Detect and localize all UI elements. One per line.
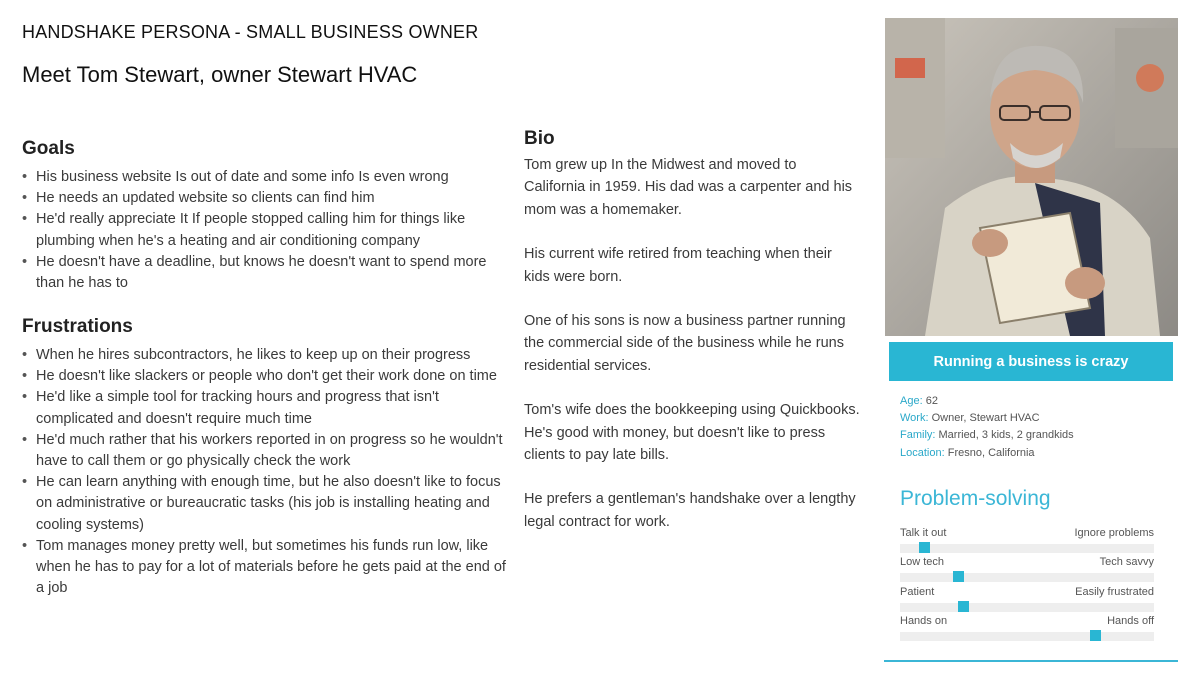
bio-paragraph: He prefers a gentleman's handshake over a lengthy legal contract for work. <box>524 491 856 530</box>
slider-marker <box>958 601 969 612</box>
frustration-item: • When he hires subcontractors, he likes to keep up on their progress <box>22 345 512 366</box>
frustrations-list <box>22 345 512 599</box>
slider-track <box>900 603 1154 612</box>
frustrations-title: Frustrations <box>22 316 133 337</box>
slider-left-label: Hands on <box>900 615 948 627</box>
trait-slider-patience <box>900 586 1154 616</box>
slider-track <box>900 632 1154 641</box>
bio-paragraph: Tom grew up In the Midwest and moved to California in 1959. His dad was a carpenter and his mom was a homemaker. <box>524 157 853 218</box>
fact-location: Location: Fresno, California <box>900 446 1035 459</box>
bio-title: Bio <box>524 128 555 149</box>
goal-item: • He needs an updated website so clients can find him <box>22 188 512 209</box>
frustration-item: • He'd like a simple tool for tracking hours and progress that isn't complicated and doesn't require much time <box>22 387 512 429</box>
frustration-item: • Tom manages money pretty well, but sometimes his funds run low, like when he has to pay for a lot of materials before he gets paid at the end of a job <box>22 536 512 600</box>
frustration-item: • He doesn't like slackers or people who don't get their work done on time <box>22 366 512 387</box>
fact-work: Work: Owner, Stewart HVAC <box>900 412 1040 425</box>
persona-headline: Meet Tom Stewart, owner Stewart HVAC <box>22 62 418 87</box>
quote-banner <box>889 342 1173 381</box>
persona-facts <box>900 393 1170 462</box>
slider-left-label: Talk it out <box>900 527 947 539</box>
problem-solving-title: Problem-solving <box>900 487 1051 510</box>
trait-slider-communication <box>900 527 1154 557</box>
slider-left-label: Patient <box>900 586 935 598</box>
goals-list <box>22 167 512 294</box>
slider-right-label: Ignore problems <box>1074 527 1154 539</box>
bio-paragraph: One of his sons is now a business partner running the commercial side of the business while he runs residential services. <box>524 313 846 374</box>
bio-section <box>524 128 860 555</box>
goals-title: Goals <box>22 138 75 159</box>
fact-family: Family: Married, 3 kids, 2 grandkids <box>900 429 1074 442</box>
slider-marker <box>919 542 930 553</box>
slider-marker <box>953 571 964 582</box>
persona-photo <box>885 18 1178 336</box>
goal-item: • His business website Is out of date and some info Is even wrong <box>22 167 512 188</box>
goal-item: • He doesn't have a deadline, but knows he doesn't want to spend more than he has to <box>22 252 512 294</box>
goals-section <box>22 138 512 294</box>
quote-text: Running a business is crazy <box>933 353 1129 370</box>
fact-age: Age: 62 <box>900 395 938 407</box>
slider-marker <box>1090 630 1101 641</box>
bio-paragraph: His current wife retired from teaching when their kids were born. <box>524 246 832 285</box>
slider-right-label: Tech savvy <box>1099 556 1154 568</box>
slider-track <box>900 573 1154 582</box>
trait-slider-tech <box>900 556 1154 586</box>
slider-track <box>900 544 1154 553</box>
slider-right-label: Hands off <box>1107 615 1154 627</box>
frustrations-section <box>22 316 512 599</box>
persona-eyebrow: HANDSHAKE PERSONA - SMALL BUSINESS OWNER <box>22 22 479 42</box>
goal-item: • He'd really appreciate It If people stopped calling him for things like plumbing when he's a heating and air conditioning company <box>22 209 512 251</box>
bio-paragraph: Tom's wife does the bookkeeping using Quickbooks. He's good with money, but doesn't like to press clients to pay late bills. <box>524 402 860 464</box>
slider-left-label: Low tech <box>900 556 945 568</box>
frustration-item: • He can learn anything with enough time, but he also doesn't like to focus on administrative or bureaucratic tasks (his job is installing heating and cooling systems) <box>22 472 512 536</box>
bottom-divider <box>884 660 1178 662</box>
slider-right-label: Easily frustrated <box>1075 586 1154 598</box>
trait-slider-involvement <box>900 615 1154 645</box>
frustration-item: • He'd much rather that his workers reported in on progress so he wouldn't have to call them or go physically check the work <box>22 430 512 472</box>
